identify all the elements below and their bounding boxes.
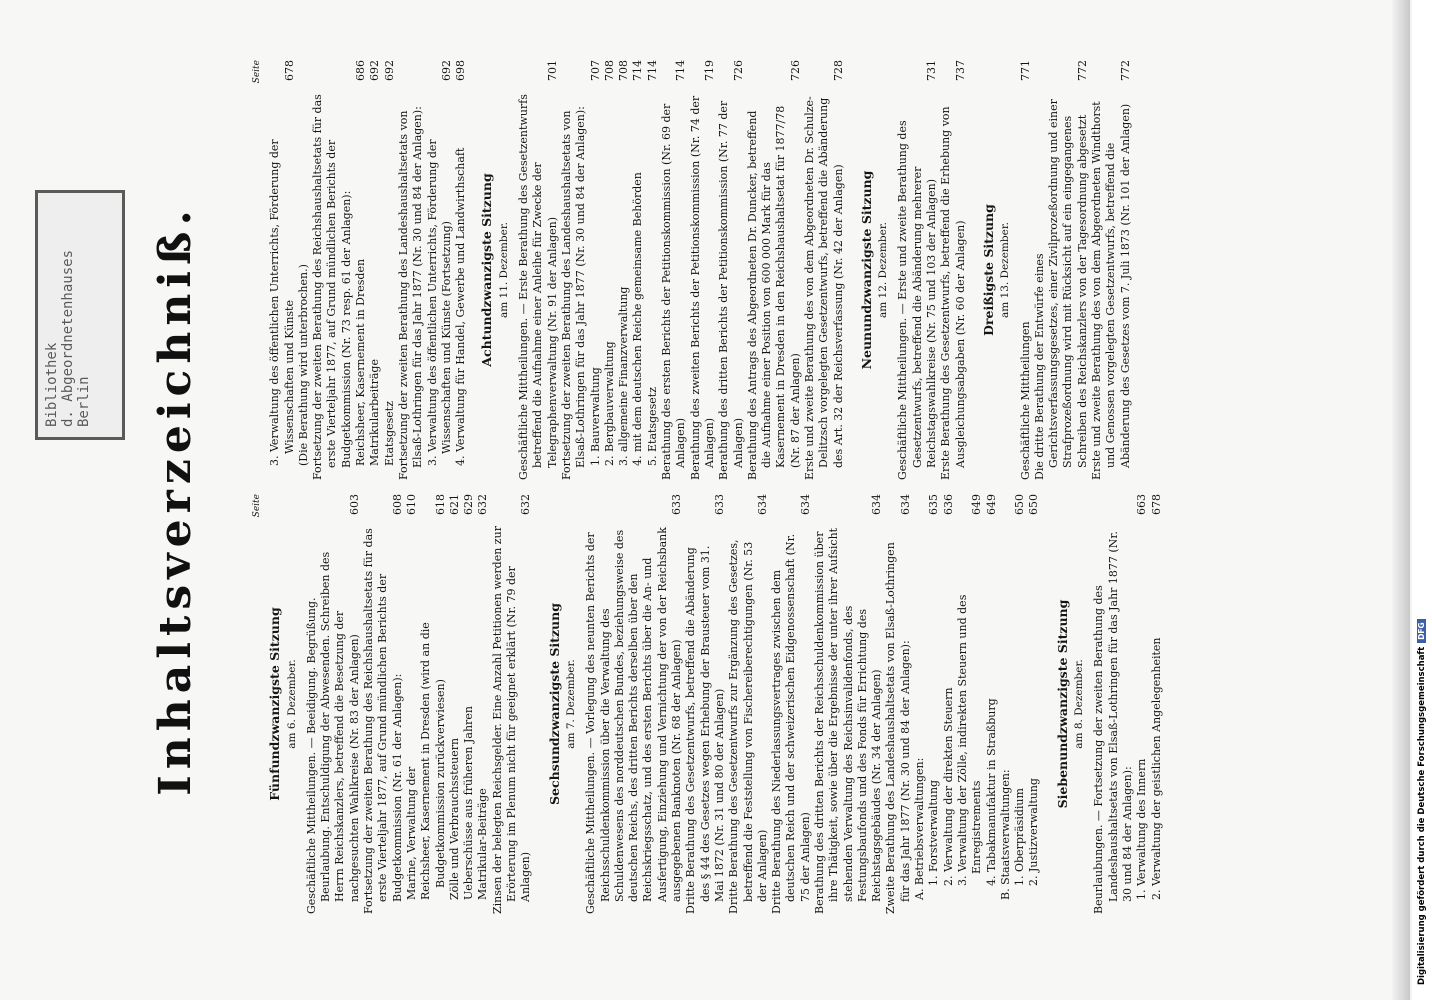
entry-text: Reichsheer, Kasernement in Dresden [354, 258, 368, 466]
session-title: Dreißigste Sitzung [980, 204, 996, 336]
toc-entry [884, 494, 913, 914]
toc-entry [368, 60, 382, 480]
entry-page: 649 [984, 494, 998, 515]
session-title: Achtundzwanzigste Sitzung [479, 173, 495, 367]
entry-text: Erste und zweite Berathung des von dem Abgeordneten Dr. Schulze-Delitzsch vorgelegten Gesetzentwurfs, betreffend die Abänderung des Art. 32 der Reichsverfassung (Nr. 42 der Anlagen) [802, 96, 845, 480]
toc-entry [1033, 60, 1090, 480]
toc-entry [999, 494, 1013, 914]
session-entries [584, 494, 1042, 914]
entry-page: 701 [545, 60, 559, 81]
toc-entry [476, 494, 490, 914]
entry-page: 634 [898, 494, 912, 515]
entry-page: 632 [519, 494, 533, 515]
entry-text: 4. mit dem deutschen Reiche gemeinsame Behörden [631, 172, 645, 466]
session-title: Siebenundzwanzigste Sitzung [1054, 599, 1070, 809]
right-lead-entries [268, 60, 468, 480]
entry-page: 636 [941, 494, 955, 515]
session-section [1056, 494, 1164, 914]
entry-page: 772 [1118, 60, 1132, 81]
entry-text: Marine, Verwaltung der [404, 766, 418, 900]
toc-entry [354, 60, 368, 480]
toc-entry [684, 494, 727, 914]
page-title: Inhaltsverzeichniß. [150, 204, 201, 796]
toc-entry [617, 60, 631, 480]
session-entries [1092, 494, 1163, 914]
scan-edge-shadow [1392, 0, 1410, 1000]
session-entries [305, 494, 534, 914]
toc-entry [362, 494, 405, 914]
entry-text: 1. Oberpräsidium [1013, 788, 1027, 886]
session-entries [1019, 60, 1133, 480]
session-title: Neunundzwanzigste Sitzung [858, 170, 874, 370]
toc-entry [383, 60, 397, 480]
dfg-logo: DFG [1417, 619, 1426, 643]
toc-entry [1092, 494, 1135, 914]
entry-text: Reichsheer, Kasernement in Dresden (wird an die Budgetkommission zurückverwiesen) [419, 622, 447, 900]
stamp-line: Bibliothek [44, 342, 60, 427]
entry-text: 5. Etatsgesetz [645, 387, 659, 466]
toc-entry [603, 60, 617, 480]
toc-entry [462, 494, 476, 914]
funding-note [1417, 619, 1427, 985]
toc-entry [660, 60, 689, 480]
entry-text: Ueberschüsse aus früheren Jahren [462, 706, 476, 900]
entry-page: 634 [798, 494, 812, 515]
entry-page: 726 [788, 60, 802, 81]
session-section [480, 60, 845, 480]
entry-text: Fortsetzung der zweiten Berathung des Landeshaushaltsetats von Elsaß-Lothringen für das Jahr 1877 (Nr. 30 und 84 der Anlagen): [396, 106, 425, 480]
entry-page: 678 [282, 60, 296, 81]
entry-text: Geschäftliche Mittheilungen [1018, 321, 1032, 480]
entry-text: Geschäftliche Mittheilungen. — Vorlegung des neunten Berichts der Reichsschuldenkommission über die Verwaltung des Schuldenwesens des norddeutschen Bundes, beziehungsweise des deutschen Reichs, des dritten Berichts derselben über den Reichskriegsschatz, und des ersten Berichts über die An- und Ausfertigung, Einziehung und Vernichtung der von der Reichsbank ausgegebenen Banknoten (Nr. 68 der Anlagen) [584, 527, 684, 914]
toc-entry [1090, 60, 1133, 480]
session-section [860, 60, 968, 480]
entry-page: 698 [454, 60, 468, 81]
entry-text: 1. Bauverwaltung [588, 367, 602, 466]
entry-text: Die dritte Berathung der Entwürfe eines Gerichtsverfassungsgesetzes, einer Zivilprozeßordnung und einer Strafprozeßordnung wird mit Rücksicht auf ein eingegangenes Schreiben des Reichskanzlers von der Tagesordnung abgesetzt [1032, 99, 1089, 480]
entry-page: 692 [368, 60, 382, 81]
session-title: Sechsundzwanzigste Sitzung [546, 603, 562, 805]
entry-page: 707 [588, 60, 602, 81]
entry-page: 635 [927, 494, 941, 515]
toc-entry [631, 60, 645, 480]
entry-page: 731 [925, 60, 939, 81]
entry-text: Erste und zweite Berathung des von dem Abgeordneten Windthorst und Genossen vorgelegten Gesetzentwurfs, betreffend die Abänderung des Gesetzes vom 7. Juli 1873 (Nr. 101 der Anlagen) [1090, 101, 1132, 480]
entry-text: Matrikularbeiträge [368, 359, 382, 466]
library-stamp [35, 190, 125, 440]
entry-page: 772 [1075, 60, 1089, 81]
toc-entry [1027, 494, 1041, 914]
entry-page: 621 [447, 494, 461, 515]
entry-text: Dritte Berathung des Gesetzentwurfs zur Ergänzung des Gesetzes, betreffend die Feststellung von Fischereiberechtigungen (Nr. 53 der Anlagen) [727, 539, 769, 914]
toc-entry [717, 60, 746, 480]
left-sessions [268, 494, 1164, 914]
entry-text: Erste Berathung des Gesetzentwurfs, betreffend die Erhebung von Ausgleichungsabgaben (Nr. 60 der Anlagen) [939, 106, 967, 480]
entry-page: 633 [670, 494, 684, 515]
toc-entry [311, 60, 354, 480]
toc-entry [419, 494, 448, 914]
stamp-line: d. Abgeordnetenhauses [60, 249, 76, 427]
entry-text: Geschäftliche Mittheilungen. — Erste und zweite Berathung des Gesetzentwurfs, betreffend die Abänderung mehrerer Reichstagswahlkreise (Nr. 75 und 103 der Anlagen) [896, 120, 939, 480]
entry-text: 3. Verwaltung des öffentlichen Unterrichts, Förderung der Wissenschaften und Künste [268, 139, 296, 466]
entry-page: 663 [1135, 494, 1149, 515]
entry-text: Dritte Berathung des Gesetzentwurfs, betreffend die Abänderung des § 44 des Gesetzes wegen Erhebung der Brausteuer vom 31. Mai 1872 (Nr. 31 und 80 der Anlagen) [684, 545, 726, 914]
entry-text: 2. Verwaltung der direkten Steuern [941, 687, 955, 886]
entry-text: Etatsgesetz [382, 401, 396, 466]
toc-entry [927, 494, 941, 914]
entry-text: Zweite Berathung des Landeshaushaltsetats von Elsaß-Lothringen für das Jahr 1877 (Nr. 30 und 84 der Anlagen): [884, 542, 912, 914]
entry-page: 608 [390, 494, 404, 515]
entry-text: Fortsetzung der zweiten Berathung des Reichshaushaltsetats für das erste Vierteljahr 1877, auf Grund mündlichen Berichts der Budgetkommission (Nr. 73 resp. 61 der Anlagen): [311, 94, 353, 480]
toc-entry [746, 60, 803, 480]
entry-page: 629 [462, 494, 476, 515]
entry-page: 692 [439, 60, 453, 81]
entry-text: Matrikular-Beiträge [476, 788, 490, 900]
toc-entry [913, 494, 927, 914]
toc-entry [426, 60, 455, 480]
entry-page: 632 [476, 494, 490, 515]
entry-page: 719 [702, 60, 716, 81]
toc-entry [1019, 60, 1033, 480]
entry-text: Dritte Berathung des Niederlassungsvertrages zwischen dem deutschen Reich und der schweizerischen Eidgenossenschaft (Nr. 75 der Anlagen) [770, 533, 812, 914]
session-section [548, 494, 1042, 914]
toc-entry [896, 60, 939, 480]
entry-text: 1. Verwaltung des Innern [1135, 758, 1149, 900]
entry-text: Berathung des dritten Berichts der Reichsschuldenkommission über ihre Thätigkeit, sowie über die Ergebnisse der unter ihrer Aufsicht stehenden Verwaltung des Reichsinvalidenfonds, des Festungsbaufonds und des Fonds für Errichtung des Reichstagsgebäudes (Nr. 34 der Anlagen) [812, 527, 884, 914]
session-date: am 11. Dezember. [497, 221, 510, 319]
toc-entry [770, 494, 813, 914]
toc-entry [646, 60, 660, 480]
entry-page: 714 [674, 60, 688, 81]
toc-entry [1135, 494, 1149, 914]
entry-page: 650 [1027, 494, 1041, 515]
toc-entry [454, 60, 468, 480]
entry-page: 633 [712, 494, 726, 515]
entry-page: 650 [1013, 494, 1027, 515]
entry-page: 649 [970, 494, 984, 515]
entry-page: 771 [1018, 60, 1032, 81]
entry-page: 714 [645, 60, 659, 81]
entry-text: Zinsen der belegten Reichsgelder. Eine Anzahl Petitionen werden zur Erörterung im Plenum nicht für geeignet erklärt (Nr. 79 der Anlagen) [490, 526, 533, 914]
entry-text: Fortsetzung der zweiten Berathung des Reichshaushaltsetats für das erste Vierteljahr 1877, auf Grund mündlichen Berichts der Budgetkommission (Nr. 61 der Anlagen): [362, 528, 404, 914]
entry-page: 708 [617, 60, 631, 81]
entry-text: Fortsetzung der zweiten Berathung des Landeshaushaltsetats von Elsaß-Lothringen für das Jahr 1877 (Nr. 30 und 84 der Anlagen): [559, 106, 588, 480]
entry-text: 3. Verwaltung der Zölle, indirekten Steuern und des Enregistrements [955, 594, 984, 886]
entry-text: 3. Verwaltung des öffentlichen Unterrichts, Förderung der Wissenschaften und Künste (Fortsetzung) [425, 139, 453, 466]
entry-text: Berathung des ersten Berichts der Petitionskommission (Nr. 69 der Anlagen) [660, 103, 688, 480]
entry-page: 603 [347, 494, 361, 515]
toc-entry [491, 494, 534, 914]
session-section [268, 494, 533, 914]
stamp-line: Berlin [76, 376, 92, 427]
entry-text: B. Staatsverwaltungen: [998, 769, 1012, 900]
entry-text: Zölle und Verbrauchssteuern [447, 737, 461, 900]
toc-entry [803, 60, 846, 480]
entry-text: 3. allgemeine Finanzverwaltung [617, 286, 631, 466]
right-sessions [480, 60, 1132, 480]
entry-text: A. Betriebsverwaltungen: [913, 757, 927, 900]
entry-text: Berathung des Antrags des Abgeordneten Dr. Duncker, betreffend die Aufnahme einer Position von 600 000 Mark für das Kasernement in Dresden in den Reichshaushaltsetat für 1877/78 (Nr. 87 der Anlagen) [745, 105, 802, 480]
session-section [982, 60, 1133, 480]
session-entries [896, 60, 967, 480]
entry-text: 2. Verwaltung der geistlichen Angelegenheiten [1149, 637, 1163, 900]
session-date: am 7. Dezember. [564, 659, 577, 749]
entry-page: 737 [953, 60, 967, 81]
funding-text: Digitalisierung gefördert durch die Deutsche Forschungsgemeinschaft [1417, 646, 1427, 985]
session-date: am 6. Dezember. [285, 659, 298, 749]
entry-text: (Die Berathung wird unterbrochen.) [296, 264, 310, 466]
toc-entry [939, 60, 968, 480]
toc-entry [397, 60, 426, 480]
entry-text: 2. Bergbauverwaltung [602, 341, 616, 466]
entry-page: 634 [755, 494, 769, 515]
session-title: Fünfundzwanzigste Sitzung [267, 607, 283, 801]
entry-page: 714 [631, 60, 645, 81]
entry-page: 726 [731, 60, 745, 81]
seite-label: Seite [252, 494, 262, 518]
toc-entry [1013, 494, 1027, 914]
toc-entry [584, 494, 684, 914]
seite-label: Seite [252, 60, 262, 84]
entry-text: 4. Verwaltung für Handel, Gewerbe und Landwirthschaft [454, 147, 468, 466]
entry-text: Berathung des dritten Berichts der Petitionskommission (Nr. 77 der Anlagen) [717, 100, 745, 480]
entry-text: Geschäftliche Mittheilungen. — Beeidigung. Begrüßung. Beurlaubung. Entschuldigung der Abwesenden. Schreiben des Herrn Reichskanzlers, betreffend die Besetzung der nachgesuchten Wahlkreise (Nr. 83 der Anlagen) [304, 551, 361, 914]
toc-entry [727, 494, 770, 914]
session-date: am 12. Dezember. [877, 221, 890, 319]
right-column [250, 60, 1147, 480]
toc-entry [1150, 494, 1164, 914]
toc-entry [297, 60, 311, 480]
toc-entry [517, 60, 560, 480]
toc-entry [813, 494, 884, 914]
entry-page: 692 [382, 60, 396, 81]
entry-text: Berathung des zweiten Berichts der Petitionskommission (Nr. 74 der Anlagen) [688, 95, 716, 480]
toc-entry [448, 494, 462, 914]
toc-entry [268, 60, 297, 480]
toc-entry [305, 494, 362, 914]
toc-entry [956, 494, 985, 914]
entry-page: 618 [433, 494, 447, 515]
entry-text: 2. Justizverwaltung [1027, 778, 1041, 886]
entry-page: 728 [831, 60, 845, 81]
toc-entry [560, 60, 589, 480]
toc-entry [985, 494, 999, 914]
entry-page: 610 [404, 494, 418, 515]
session-entries [517, 60, 846, 480]
entry-text: 1. Forstverwaltung [927, 779, 941, 886]
toc-entry [589, 60, 603, 480]
entry-text: Geschäftliche Mittheilungen. — Erste Berathung des Gesetzentwurfs betreffend die Aufnahme einer Anleihe für Zwecke der Telegraphenverwaltung (Nr. 91 der Anlagen) [517, 94, 559, 480]
entry-page: 634 [870, 494, 884, 515]
toc-entry [405, 494, 419, 914]
session-date: am 13. Dezember. [999, 221, 1012, 319]
session-date: am 8. Dezember. [1073, 659, 1086, 749]
entry-text: Beurlaubungen. — Fortsetzung der zweiten Berathung des Landeshaushaltsetats von Elsaß-Lothringen für das Jahr 1877 (Nr. 30 und 84 der Anlagen): [1092, 531, 1134, 914]
entry-page: 686 [354, 60, 368, 81]
entry-text: 4. Tabakmanufaktur in Straßburg [984, 698, 998, 886]
toc-entry [689, 60, 718, 480]
left-column [250, 494, 1178, 914]
entry-page: 708 [602, 60, 616, 81]
toc-entry [942, 494, 956, 914]
entry-page: 678 [1149, 494, 1163, 515]
